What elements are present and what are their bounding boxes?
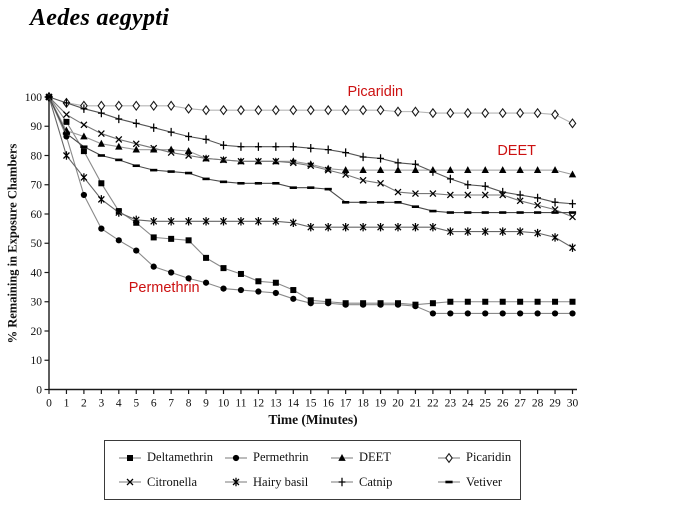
data-point-diamond-open [447,109,453,118]
data-point-square [482,299,488,305]
data-point-plus [185,132,192,140]
y-tick-label: 70 [30,179,42,192]
y-tick-label: 80 [30,150,42,163]
data-point-circle [290,296,296,302]
data-point-dash [272,182,279,185]
data-point-x [570,214,576,220]
x-tick-label: 16 [322,397,334,410]
x-tick-label: 1 [63,397,70,410]
data-point-square [500,299,506,305]
data-point-square [552,299,558,305]
data-point-square [168,236,174,242]
data-point-dash [445,481,452,484]
data-point-diamond-open [482,109,488,118]
data-point-diamond-open [552,110,558,119]
data-point-diamond-open [151,101,157,110]
data-point-diamond-open [133,101,139,110]
data-point-diamond-open [220,106,226,115]
data-point-dash [202,178,209,181]
data-point-diamond-open [168,101,174,110]
data-point-x [63,112,69,118]
data-point-diamond-open [273,106,279,115]
x-tick-label: 21 [409,397,422,410]
data-point-diamond-open [185,104,191,113]
x-tick-label: 4 [115,397,122,410]
legend-marker-square-icon [118,451,142,465]
x-tick-label: 30 [566,397,579,410]
figure-title: Aedes aegypti [30,5,170,31]
y-tick-label: 20 [30,325,42,338]
data-point-plus [342,148,349,156]
data-point-plus [569,200,576,208]
x-tick-label: 25 [479,397,491,410]
data-point-dash [237,182,244,185]
x-tick-label: 8 [185,397,192,410]
x-tick-label: 2 [81,397,87,410]
annotation-picaridin: Picaridin [347,83,404,100]
data-point-plus [395,159,402,167]
x-tick-label: 14 [287,397,300,410]
legend-marker-triangle-icon [330,451,354,465]
data-point-dash [447,211,454,214]
legend-item-picaridin [437,450,520,465]
data-point-diamond-open [203,106,209,115]
data-point-circle [151,264,157,270]
x-tick-label: 28 [531,397,544,410]
data-point-square [81,148,87,154]
data-point-plus [339,478,346,486]
chart-legend [104,440,521,500]
data-point-diamond-open [325,106,331,115]
data-point-dash [429,210,436,213]
data-point-dash [551,211,558,214]
x-tick-label: 11 [235,397,247,410]
data-point-diamond-open [446,454,452,463]
data-point-circle [233,455,239,461]
data-point-x-bar [81,173,87,181]
data-point-square [238,271,244,277]
data-point-plus [552,198,559,206]
data-point-dash [98,154,105,157]
data-point-circle [273,290,279,296]
data-point-dash [133,164,140,167]
data-point-dash [290,186,297,189]
data-point-circle [133,247,139,253]
x-tick-label: 27 [514,397,526,410]
data-point-plus [98,109,105,117]
series-picaridin [46,93,576,128]
data-point-diamond-open [500,109,506,118]
data-point-square [535,299,541,305]
y-tick-label: 50 [30,238,42,251]
data-point-dash [63,132,70,135]
data-point-square [430,300,436,306]
data-point-diamond-open [517,109,523,118]
x-axis [46,390,578,410]
data-point-diamond-open [465,109,471,118]
data-point-diamond-open [255,106,261,115]
legend-label: Deltamethrin [147,450,213,465]
data-point-dash [482,211,489,214]
data-point-plus [168,128,175,136]
data-point-circle [98,226,104,232]
x-tick-label: 6 [150,397,157,410]
data-point-circle [552,310,558,316]
x-tick-label: 29 [549,397,561,410]
data-point-x [98,131,104,137]
data-point-diamond-open [238,106,244,115]
data-point-x-bar [63,151,69,159]
data-point-dash [377,201,384,204]
data-point-circle [308,300,314,306]
data-point-square [290,287,296,293]
data-point-square [186,237,192,243]
data-point-circle [203,280,209,286]
x-tick-label: 5 [133,397,140,410]
data-point-square [273,280,279,286]
data-point-circle [395,302,401,308]
data-point-circle [430,310,436,316]
data-point-plus [534,194,541,202]
data-point-diamond-open [308,106,314,115]
data-point-dash [464,211,471,214]
data-point-circle [412,303,418,309]
x-tick-label: 7 [168,397,175,410]
data-point-dash [185,172,192,175]
data-point-plus [447,175,454,183]
legend-item-hairy-basil [224,475,330,490]
legend-marker-circle-icon [224,451,248,465]
data-point-diamond-open [412,107,418,116]
legend-label: Citronella [147,474,197,489]
x-tick-label: 26 [496,397,509,410]
data-point-circle [168,269,174,275]
data-point-dash [115,159,122,162]
data-point-plus [360,153,367,161]
data-point-square [465,299,471,305]
data-point-circle [377,302,383,308]
legend-marker-x-icon [118,475,142,489]
data-point-dash [45,96,52,99]
data-point-dash [394,201,401,204]
data-point-dash [342,201,349,204]
x-tick-label: 12 [252,397,265,410]
legend-label: Vetiver [466,474,503,489]
data-point-diamond-open [569,119,575,128]
series-line-deltamethrin [49,97,573,305]
data-point-diamond-open [430,109,436,118]
data-point-square [127,455,133,461]
y-tick-label: 0 [36,384,42,397]
data-point-circle [535,310,541,316]
data-point-plus [272,143,279,151]
x-tick-label: 18 [357,397,369,410]
x-tick-label: 0 [46,397,52,410]
series-hairy-basil [46,93,576,252]
legend-item-catnip [330,475,437,490]
data-point-plus [220,141,227,149]
y-tick-label: 100 [24,91,42,104]
data-point-x-bar [98,195,104,203]
data-point-diamond-open [377,106,383,115]
data-point-plus [290,143,297,151]
data-point-x-bar [570,243,576,251]
y-tick-label: 30 [30,296,42,309]
data-point-dash [220,181,227,184]
data-point-circle [569,310,575,316]
data-point-square [151,234,157,240]
data-point-plus [430,167,437,175]
data-point-square [221,265,227,271]
legend-marker-x-bar-icon [224,475,248,489]
data-point-circle [447,310,453,316]
data-point-square [203,255,209,261]
data-point-dash [150,169,157,172]
data-point-dash [325,188,332,191]
data-point-circle [500,310,506,316]
data-point-dash [80,145,87,148]
data-point-plus [482,182,489,190]
series-line-permethrin [49,97,573,313]
data-point-circle [360,302,366,308]
data-point-dash [534,211,541,214]
axis-lines [49,97,577,390]
legend-item-vetiver [437,475,520,490]
y-tick-label: 40 [30,267,42,280]
data-point-x [81,122,87,128]
data-point-diamond-open [534,109,540,118]
series-permethrin [46,94,576,317]
legend-label: Picaridin [466,450,512,465]
data-point-diamond-open [360,106,366,115]
data-point-dash [168,170,175,173]
legend-item-deltamethrin [118,450,224,465]
x-tick-label: 22 [427,397,439,410]
data-point-circle [116,237,122,243]
data-point-circle [220,285,226,291]
data-point-plus [377,154,384,162]
y-tick-label: 60 [30,208,42,221]
data-point-circle [482,310,488,316]
data-point-circle [517,310,523,316]
data-point-triangle [338,454,345,461]
data-point-plus [255,143,262,151]
data-point-circle [325,300,331,306]
axes [49,97,577,390]
x-tick-label: 13 [270,397,282,410]
data-point-plus [307,144,314,152]
legend-label: Catnip [359,474,393,489]
data-point-square [570,299,576,305]
y-axis-title: % Remaining in Exposure Chambers [5,143,20,344]
data-point-diamond-open [395,107,401,116]
y-axis [25,92,49,397]
data-point-plus [133,119,140,127]
series-deltamethrin [46,94,576,308]
data-point-square [98,180,104,186]
data-point-dash [569,211,576,214]
data-point-dash [499,211,506,214]
annotation-deet: DEET [497,142,536,159]
data-point-plus [238,143,245,151]
data-point-square [63,119,69,125]
data-point-plus [464,181,471,189]
data-point-square [255,278,261,284]
data-point-plus [63,99,70,107]
legend-item-citronella [118,475,224,490]
data-point-diamond-open [116,101,122,110]
legend-label: Permethrin [253,450,309,465]
data-point-plus [150,124,157,132]
data-point-circle [465,310,471,316]
data-point-dash [360,201,367,204]
data-point-circle [81,192,87,198]
data-point-circle [343,302,349,308]
legend-item-permethrin [224,450,330,465]
data-point-plus [115,115,122,123]
data-point-dash [412,205,419,208]
data-point-circle [255,288,261,294]
x-tick-label: 15 [305,397,317,410]
data-point-square [447,299,453,305]
data-point-diamond-open [342,106,348,115]
data-point-diamond-open [290,106,296,115]
data-point-plus [203,135,210,143]
legend-marker-diamond-open-icon [437,451,461,465]
x-tick-label: 3 [98,397,105,410]
data-point-square [517,299,523,305]
data-point-circle [238,287,244,293]
x-tick-label: 9 [203,397,209,410]
legend-marker-dash-icon [437,475,461,489]
data-point-dash [307,186,314,189]
data-point-plus [412,160,419,168]
data-point-plus [325,145,332,153]
legend-label: Hairy basil [253,474,309,489]
data-point-diamond-open [98,101,104,110]
legend-marker-plus-icon [330,475,354,489]
legend-item-deet [330,450,437,465]
x-tick-label: 17 [339,397,352,410]
data-point-dash [255,182,262,185]
legend-label: DEET [359,450,391,465]
annotation-permethrin: Permethrin [128,280,200,297]
x-tick-label: 20 [392,397,404,410]
x-tick-label: 24 [462,397,474,410]
x-tick-label: 19 [374,397,387,410]
data-point-dash [517,211,524,214]
x-tick-label: 10 [217,397,230,410]
x-tick-label: 23 [444,397,457,410]
y-tick-label: 10 [30,355,42,368]
y-tick-label: 90 [30,121,42,134]
x-axis-title: Time (Minutes) [268,412,358,427]
